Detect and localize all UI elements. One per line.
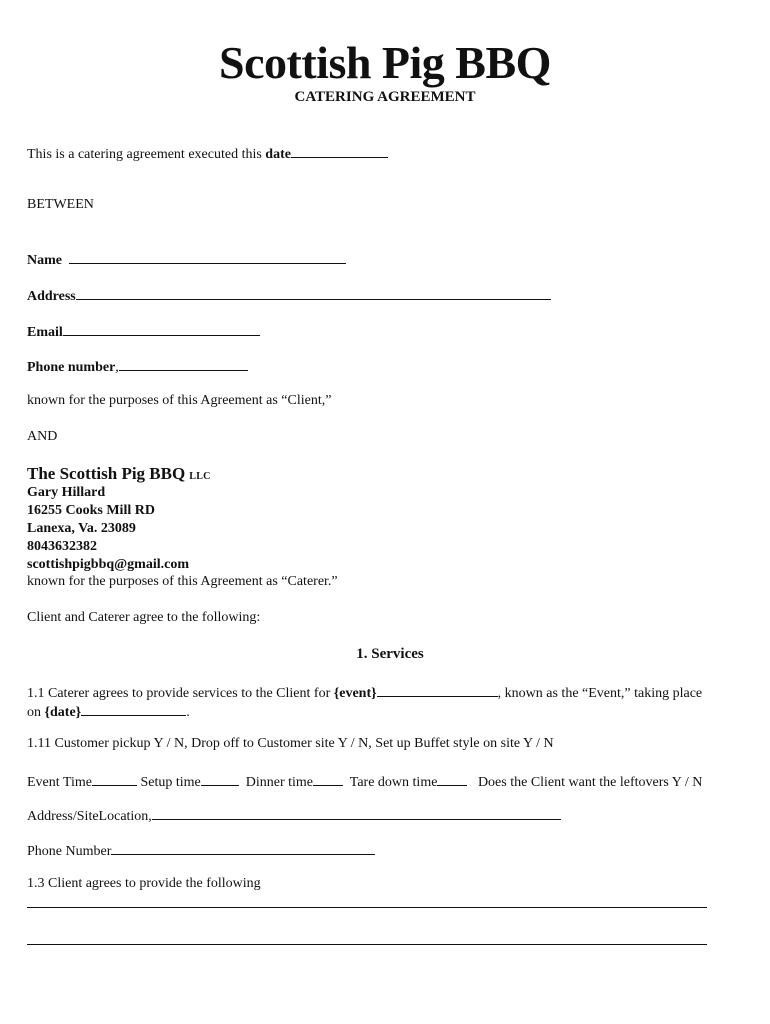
name-label: Name [27, 253, 62, 268]
clause-1-1-mid: , known as the “Event,” taking place [497, 686, 703, 701]
phone-number-label: Phone Number [27, 844, 112, 859]
intro-text: This is a catering agreement executed this [27, 147, 266, 162]
site-location-line [27, 806, 561, 825]
date-token: {date} [44, 705, 82, 720]
page-title: Scottish Pig BBQ [219, 37, 551, 88]
caterer-known-as: known for the purposes of this Agreement as “Caterer.” [27, 574, 338, 589]
event-time-label: Event Time [27, 775, 92, 790]
client-known-as: known for the purposes of this Agreement as “Client,” [27, 393, 332, 408]
phone-blank[interactable] [119, 357, 248, 371]
clause-1-1-start: 1.1 Caterer agrees to provide services to the Client for [27, 686, 334, 701]
event-date-blank[interactable] [81, 702, 186, 716]
address-blank[interactable] [76, 286, 551, 300]
page-subtitle: CATERING AGREEMENT [294, 89, 476, 105]
and-label: AND [27, 429, 58, 444]
date-label: date [265, 147, 291, 162]
dinner-time-blank[interactable] [313, 772, 343, 786]
clause-1-11: 1.11 Customer pickup Y / N, Drop off to Customer site Y / N, Set up Buffet style on site Y / N [27, 736, 554, 751]
caterer-phone: 8043632382 [27, 539, 97, 554]
clause-1-1-line1 [27, 683, 702, 702]
on-label: on [27, 705, 45, 720]
intro-line [27, 144, 388, 163]
between-label: BETWEEN [27, 197, 94, 212]
date-blank[interactable] [291, 144, 388, 158]
event-token: {event} [333, 686, 377, 701]
clause-1-1-line2 [27, 702, 190, 721]
clause-1-1-end: . [186, 705, 190, 720]
phone-number-line [27, 841, 375, 860]
agree-text: Client and Caterer agree to the following: [27, 610, 261, 625]
email-label: Email [27, 325, 63, 340]
clause-1-3: 1.3 Client agrees to provide the following [27, 876, 261, 891]
setup-time-label: Setup time [140, 775, 201, 790]
leftovers-question: Does the Client want the leftovers Y / N [477, 775, 703, 790]
phone-field [27, 357, 248, 376]
phone-number-blank[interactable] [111, 841, 375, 855]
caterer-street: 16255 Cooks Mill RD [27, 503, 155, 518]
section-heading: 1. Services [356, 646, 424, 662]
phone-label: Phone number [27, 360, 116, 375]
caterer-contact: Gary Hillard [27, 485, 106, 500]
times-line [27, 772, 702, 791]
tare-down-time-label: Tare down time [349, 775, 438, 790]
caterer-company [27, 464, 211, 484]
caterer-city: Lanexa, Va. 23089 [27, 521, 136, 536]
site-location-label: Address/SiteLocation, [27, 809, 152, 824]
tare-down-blank[interactable] [437, 772, 467, 786]
dinner-time-label: Dinner time [245, 775, 314, 790]
address-field [27, 286, 551, 305]
event-time-blank[interactable] [92, 772, 137, 786]
site-location-blank[interactable] [152, 806, 561, 820]
event-blank[interactable] [377, 683, 498, 697]
caterer-email: scottishpigbbq@gmail.com [27, 557, 189, 572]
email-field [27, 322, 260, 341]
provide-line-1[interactable] [27, 907, 707, 908]
provide-line-2[interactable] [27, 944, 707, 945]
email-blank[interactable] [63, 322, 260, 336]
name-blank[interactable] [69, 250, 346, 264]
setup-time-blank[interactable] [201, 772, 239, 786]
company-suffix: LLC [189, 471, 211, 482]
company-name: The Scottish Pig BBQ [27, 464, 186, 483]
name-field [27, 250, 346, 269]
address-label: Address [27, 289, 76, 304]
phone-comma: , [115, 360, 119, 375]
